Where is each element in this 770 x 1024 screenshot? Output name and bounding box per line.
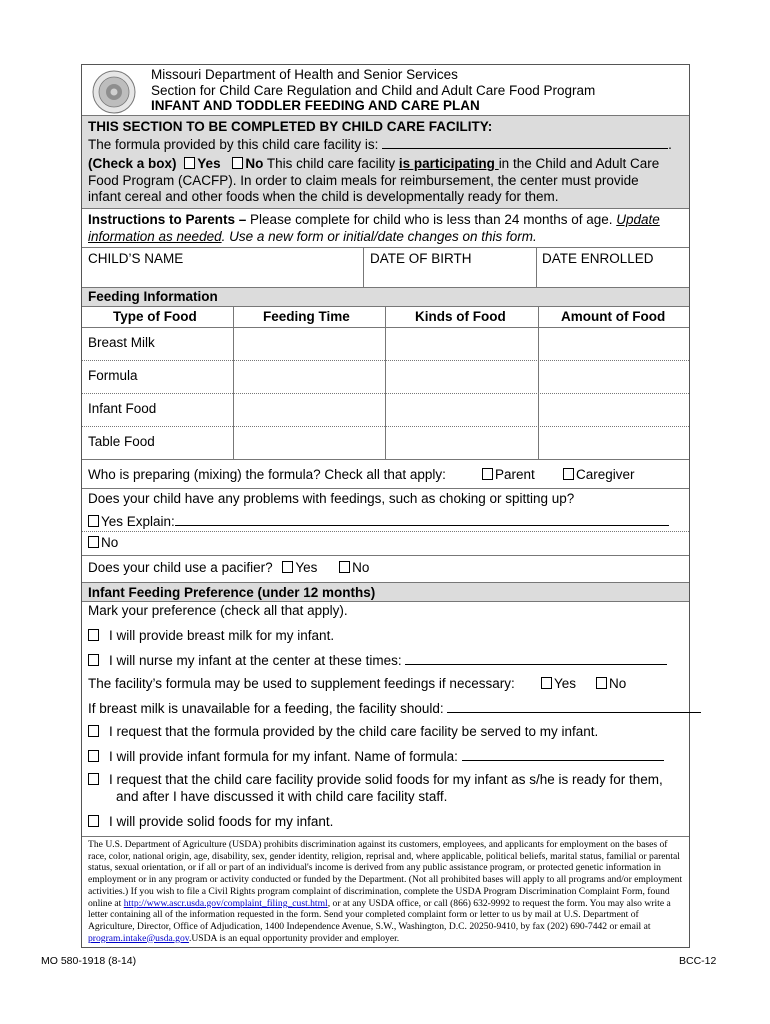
supplement-no-checkbox[interactable] <box>596 677 607 689</box>
problems-yes-checkbox[interactable] <box>88 515 99 527</box>
date-enrolled-field[interactable]: DATE ENROLLED <box>542 251 654 266</box>
pacifier-yes-checkbox[interactable] <box>282 561 293 573</box>
unavailable-instructions-field[interactable] <box>447 700 701 713</box>
preference-instruction: Mark your preference (check all that apply). <box>88 603 348 618</box>
mixing-caregiver: Caregiver <box>563 467 635 482</box>
mixing-caregiver-checkbox[interactable] <box>563 468 574 480</box>
col-amount-of-food: Amount of Food <box>561 309 666 324</box>
row-infant-food: Infant Food <box>88 401 157 416</box>
mixing-parent: Parent <box>482 467 535 482</box>
state-seal <box>92 70 136 114</box>
cacfp-text-line3: infant cereal and other foods when the child is developmentally ready for them. <box>88 189 559 204</box>
cacfp-participation: (Check a box) Yes No This child care facility is participating in the Child and Adult Care <box>88 156 660 171</box>
pacifier-no-checkbox[interactable] <box>339 561 350 573</box>
cacfp-text-line2: Food Program (CACFP). In order to claim meals for reimbursement, the center must provide <box>88 173 639 188</box>
cacfp-yes-checkbox[interactable] <box>184 157 195 169</box>
parent-instructions: Instructions to Parents – Please complete for child who is less than 24 months of age. Update <box>88 212 660 227</box>
usda-nondiscrimination-statement: The U.S. Department of Agriculture (USDA) prohibits discrimination against its customers, employees, and applicants for employment on the bases of race, color, national origin, age, disability, sex, gender identity, religion, reprisal and, where applicable, political beliefs, marital status, familial or parental status, sexual orientation, or if all or part of an individual's income is derived from any public assistance program, or protected genetic information in employment or in any program or activity conducted or funded by the Department. (Not all prohibited bases will apply to all programs and/or employment activities.) If you wish to file a Civil Rights program complaint of discrimination, complete the USDA Program Discrimination Complaint Form, found online at http://www.ascr.usda.gov/complaint_filing_cust.html, or at any USDA office, or call (866) 632-9992 to request the form. You may also write a letter containing all of the information requested in the form. Send your completed complaint form or letter to us by mail at U.S. Department of Agriculture, Director, Office of Adjudication, 1400 Independence Avenue, S.W., Washington, D.C. 20250-9410, by fax (202) 690-7442 or email at program.intake@usda.gov.USDA is an equal opportunity provider and employer. <box>88 839 683 944</box>
form-number: MO 580-1918 (8-14) <box>41 955 137 967</box>
form-title: INFANT AND TODDLER FEEDING AND CARE PLAN <box>151 98 480 113</box>
pref-provide-formula: I will provide infant formula for my infant. Name of formula: <box>88 748 664 764</box>
pref-provide-solid-checkbox[interactable] <box>88 815 99 827</box>
usda-email-link[interactable]: program.intake@usda.gov <box>88 932 189 944</box>
problems-explain-field[interactable] <box>175 513 669 526</box>
breast-milk-unavailable: If breast milk is unavailable for a feeding, the facility should: <box>88 700 701 716</box>
problems-no-checkbox[interactable] <box>88 536 99 548</box>
supplement-yes: Yes <box>541 676 576 691</box>
feeding-problems-question: Does your child have any problems with feedings, such as choking or spitting up? <box>88 491 575 506</box>
feeding-info-heading: Feeding Information <box>88 289 218 304</box>
row-breast-milk: Breast Milk <box>88 335 155 350</box>
pref-provide-formula-checkbox[interactable] <box>88 750 99 762</box>
col-type-of-food: Type of Food <box>113 309 197 324</box>
problems-no: No <box>88 535 118 550</box>
col-feeding-time: Feeding Time <box>263 309 350 324</box>
pref-breast-milk: I will provide breast milk for my infant. <box>88 628 334 643</box>
agency-name: Missouri Department of Health and Senior Services <box>151 67 458 82</box>
pref-breast-milk-checkbox[interactable] <box>88 629 99 641</box>
row-formula: Formula <box>88 368 138 383</box>
complaint-form-link[interactable]: http://www.ascr.usda.gov/complaint_filing_cust.html <box>123 897 328 909</box>
section-name: Section for Child Care Regulation and Child and Adult Care Food Program <box>151 83 596 98</box>
pref-solid-request-line2: and after I have discussed it with child care facility staff. <box>116 789 448 804</box>
mixing-question: Who is preparing (mixing) the formula? Check all that apply: <box>88 467 446 482</box>
pref-provide-solid: I will provide solid foods for my infant. <box>88 814 333 829</box>
preference-heading: Infant Feeding Preference (under 12 months) <box>88 585 376 600</box>
parent-instructions-line2: information as needed. Use a new form or initial/date changes on this form. <box>88 229 537 244</box>
pacifier-question: Does your child use a pacifier? Yes No <box>88 560 370 575</box>
row-table-food: Table Food <box>88 434 155 449</box>
feeding-care-plan-form <box>81 64 690 948</box>
supplement-no: No <box>596 676 626 691</box>
form-code: BCC-12 <box>679 955 717 967</box>
formula-provided-field[interactable] <box>382 136 668 149</box>
pref-solid-request-checkbox[interactable] <box>88 773 99 785</box>
supplement-question: The facility’s formula may be used to supplement feedings if necessary: <box>88 676 515 691</box>
pref-request-formula: I request that the formula provided by the child care facility be served to my infant. <box>88 724 598 739</box>
date-of-birth-field[interactable]: DATE OF BIRTH <box>370 251 472 266</box>
pref-nurse-checkbox[interactable] <box>88 654 99 666</box>
childs-name-field[interactable]: CHILD’S NAME <box>88 251 184 266</box>
supplement-yes-checkbox[interactable] <box>541 677 552 689</box>
cacfp-no-checkbox[interactable] <box>232 157 243 169</box>
nurse-times-field[interactable] <box>405 652 667 665</box>
formula-provided-label: The formula provided by this child care facility is: . <box>88 137 672 152</box>
formula-name-field[interactable] <box>462 748 664 761</box>
pref-solid-request: I request that the child care facility provide solid foods for my infant as s/he is ready for them, <box>88 772 663 787</box>
facility-heading: THIS SECTION TO BE COMPLETED BY CHILD CARE FACILITY: <box>88 119 493 134</box>
problems-yes: Yes Explain: <box>88 513 669 529</box>
col-kinds-of-food: Kinds of Food <box>415 309 506 324</box>
mixing-parent-checkbox[interactable] <box>482 468 493 480</box>
pref-nurse: I will nurse my infant at the center at these times: <box>88 652 667 668</box>
pref-request-formula-checkbox[interactable] <box>88 725 99 737</box>
